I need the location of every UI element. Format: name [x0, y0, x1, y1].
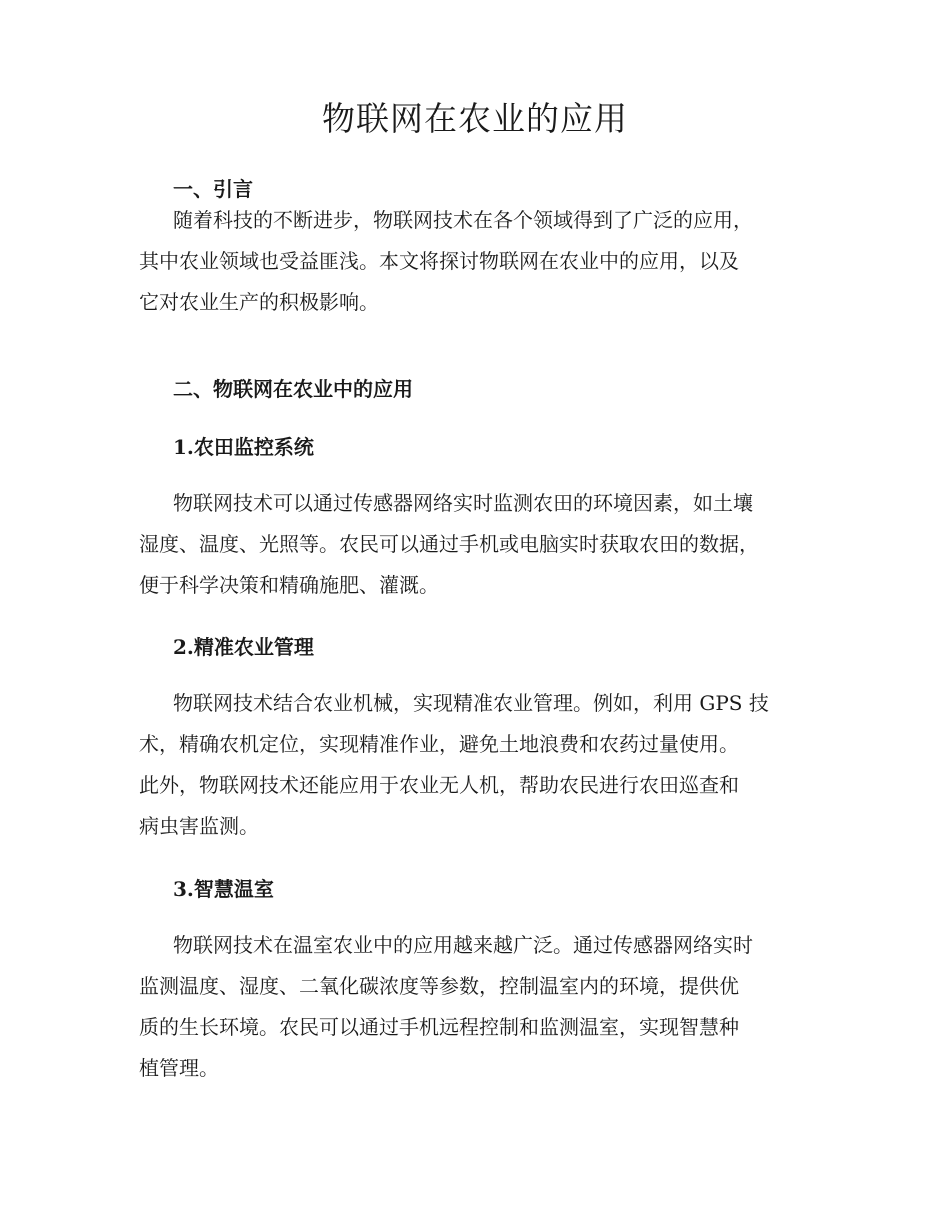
introduction-paragraph: [139, 200, 839, 323]
precision-agriculture-paragraph: [139, 683, 839, 847]
paragraph-line: 物联网技术在温室农业中的应用越来越广泛。通过传感器网络实时: [173, 933, 753, 957]
paragraph-line: 病虫害监测。: [139, 814, 259, 838]
paragraph-line: 随着科技的不断进步，物联网技术在各个领域得到了广泛的应用，: [173, 208, 753, 232]
paragraph-line: 术，精确农机定位，实现精准作业，避免土地浪费和农药过量使用。: [139, 732, 739, 756]
document-title: 物联网在农业的应用: [322, 99, 628, 138]
section-heading-applications: 二、物联网在农业中的应用: [173, 377, 413, 401]
paragraph-line: 它对农业生产的积极影响。: [139, 290, 379, 314]
paragraph-line: 物联网技术结合农业机械，实现精准农业管理。例如，利用 GPS 技: [173, 691, 769, 715]
paragraph-line: 物联网技术可以通过传感器网络实时监测农田的环境因素，如土壤: [173, 491, 753, 515]
subsection-heading-farm-monitoring: 1.农田监控系统: [173, 435, 314, 459]
paragraph-line: 其中农业领域也受益匪浅。本文将探讨物联网在农业中的应用，以及: [139, 249, 739, 273]
paragraph-line: 植管理。: [139, 1056, 219, 1080]
paragraph-line: 质的生长环境。农民可以通过手机远程控制和监测温室，实现智慧种: [139, 1015, 739, 1039]
subsection-heading-smart-greenhouse: 3.智慧温室: [173, 877, 274, 901]
smart-greenhouse-paragraph: [139, 925, 839, 1089]
farm-monitoring-paragraph: [139, 483, 839, 606]
paragraph-line: 监测温度、湿度、二氧化碳浓度等参数，控制温室内的环境，提供优: [139, 974, 739, 998]
subsection-heading-precision-agriculture: 2.精准农业管理: [173, 635, 314, 659]
paragraph-line: 便于科学决策和精确施肥、灌溉。: [139, 573, 439, 597]
section-heading-introduction: 一、引言: [173, 177, 253, 201]
paragraph-line: 湿度、温度、光照等。农民可以通过手机或电脑实时获取农田的数据，: [139, 532, 759, 556]
paragraph-line: 此外，物联网技术还能应用于农业无人机，帮助农民进行农田巡查和: [139, 773, 739, 797]
